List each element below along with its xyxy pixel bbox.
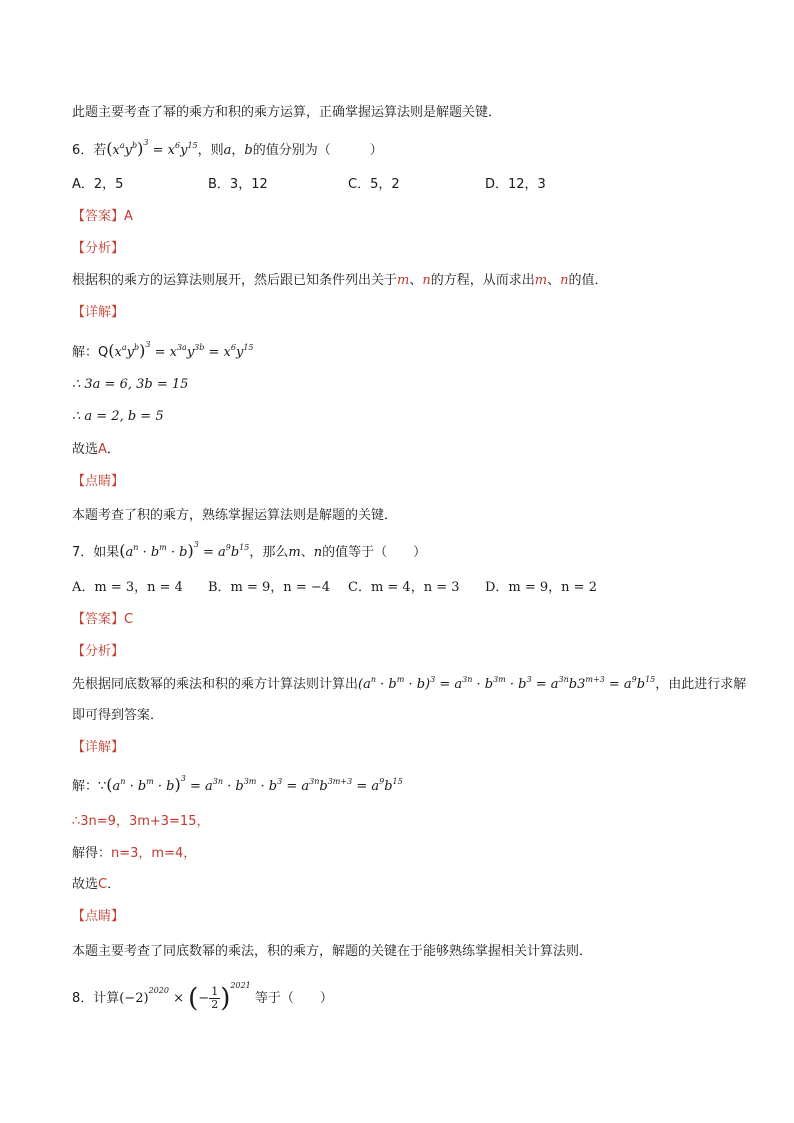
q6-analysis-text: 根据积的乘方的运算法则展开，然后跟已知条件列出关于m、n的方程，从而求出m、n的值． [72,273,608,288]
q7-step1-equation: $(a^n \cdot b^m \cdot b)^3 = a^{3n} \cdot b^{3m} \cdot b^3 = a^{3n}b^{3m+3} = a^9b^{15}$ [106,774,403,794]
q7-choose: 故选C． [72,877,121,892]
q6-solution-step3: ∴ a = 2, b = 5 [72,409,164,424]
q7-equation: $(a^n \cdot b^m \cdot b)^3 = a^9b^{15}$ [119,540,250,560]
q7-option-b[interactable]: B．m = 9，n = −4 [208,580,331,595]
q7-options [72,579,712,597]
q6-choose: 故选A． [72,442,120,457]
q6-equation: $(x^ay^b)^3 = x^6y^{15}$ [106,138,198,158]
q6-detail-label: 【详解】 [72,305,125,320]
q6-analysis-label: 【分析】 [72,241,125,256]
q6-comment-text: 本题考查了积的乘方，熟练掌握运算法则是解题的关键． [72,508,398,523]
q6-option-a[interactable]: A．2，5 [72,177,124,192]
q7-solution-step3: 解得：n=3，m=4， [72,846,197,861]
q7-answer: 【答案】C [72,612,134,627]
q6-option-c[interactable]: C．5，2 [348,177,400,192]
q6-option-b[interactable]: B．3，12 [208,177,268,192]
q6-options [72,176,712,194]
q6-comment-label: 【点睛】 [72,474,125,489]
q7-analysis-text-2: 即可得到答案． [72,708,164,723]
q7-option-a[interactable]: A．m = 3，n = 4 [72,580,183,595]
q8-expression: $(-2)^{2020}$ × (− $\frac{1}{2}$ )$^{2021}$ [119,981,251,1014]
q6-step1-equation: $(x^ay^b)^3 = x^{3a}y^{3b} = x^6y^{15}$ [108,340,254,360]
q7-solution-step1: 解：$\because(a^n \cdot b^m \cdot b)^3 = a^{3n} \cdot b^{3m} \cdot b^3 = a^{3n}b^{3m+3} = a^9b^{15}$ [72,774,403,794]
q7-comment-text: 本题主要考查了同底数幂的乘法，积的乘方，解题的关键在于能够熟练掌握相关计算法则． [72,944,593,959]
q6-stem: 6．若$(x^ay^b)^3 = x^6y^{15}$，则a，b的值分别为（ ） [72,138,383,158]
q6-solution-step1: 解：$Q(x^ay^b)^3 = x^{3a}y^{3b} = x^6y^{15}$ [72,340,254,360]
q7-detail-label: 【详解】 [72,740,125,755]
q7-stem: 7．如果$(a^n \cdot b^m \cdot b)^3 = a^9b^{15}$，那么m、n的值等于（ ） [72,540,427,560]
q7-option-d[interactable]: D．m = 9，n = 2 [485,580,597,595]
intro-conclusion: 此题主要考查了幂的乘方和积的乘方运算，正确掌握运算法则是解题关键． [72,105,502,120]
q8-stem: 8．计算$(-2)^{2020}$ × (− $\frac{1}{2}$ )$^{2021}$ 等于（ ） [72,981,333,1014]
q6-solution-step2: ∴ 3a = 6, 3b = 15 [72,377,189,392]
q7-analysis-equation: $(a^n \cdot b^m \cdot b)^3 = a^{3n} \cdot b^{3m} \cdot b^3 = a^{3n}b3^{m+3} = a^9b^{15}$ [358,675,656,692]
q6-answer: 【答案】A [72,209,133,224]
q7-option-c[interactable]: C．m = 4，n = 3 [348,580,460,595]
q7-analysis-text-1: 先根据同底数幂的乘法和积的乘方计算法则计算出$(a^n \cdot b^m \cdot b)^3 = a^{3n} \cdot b^{3m} \cdot b^3 = a^{3n}b3^{m+3} = a^9b^{15}$，由此进行求解 [72,675,747,692]
q7-solution-step2: ∴3n=9，3m+3=15， [72,814,210,829]
q6-option-d[interactable]: D．12，3 [485,177,546,192]
q7-analysis-label: 【分析】 [72,644,125,659]
q7-comment-label: 【点睛】 [72,909,125,924]
